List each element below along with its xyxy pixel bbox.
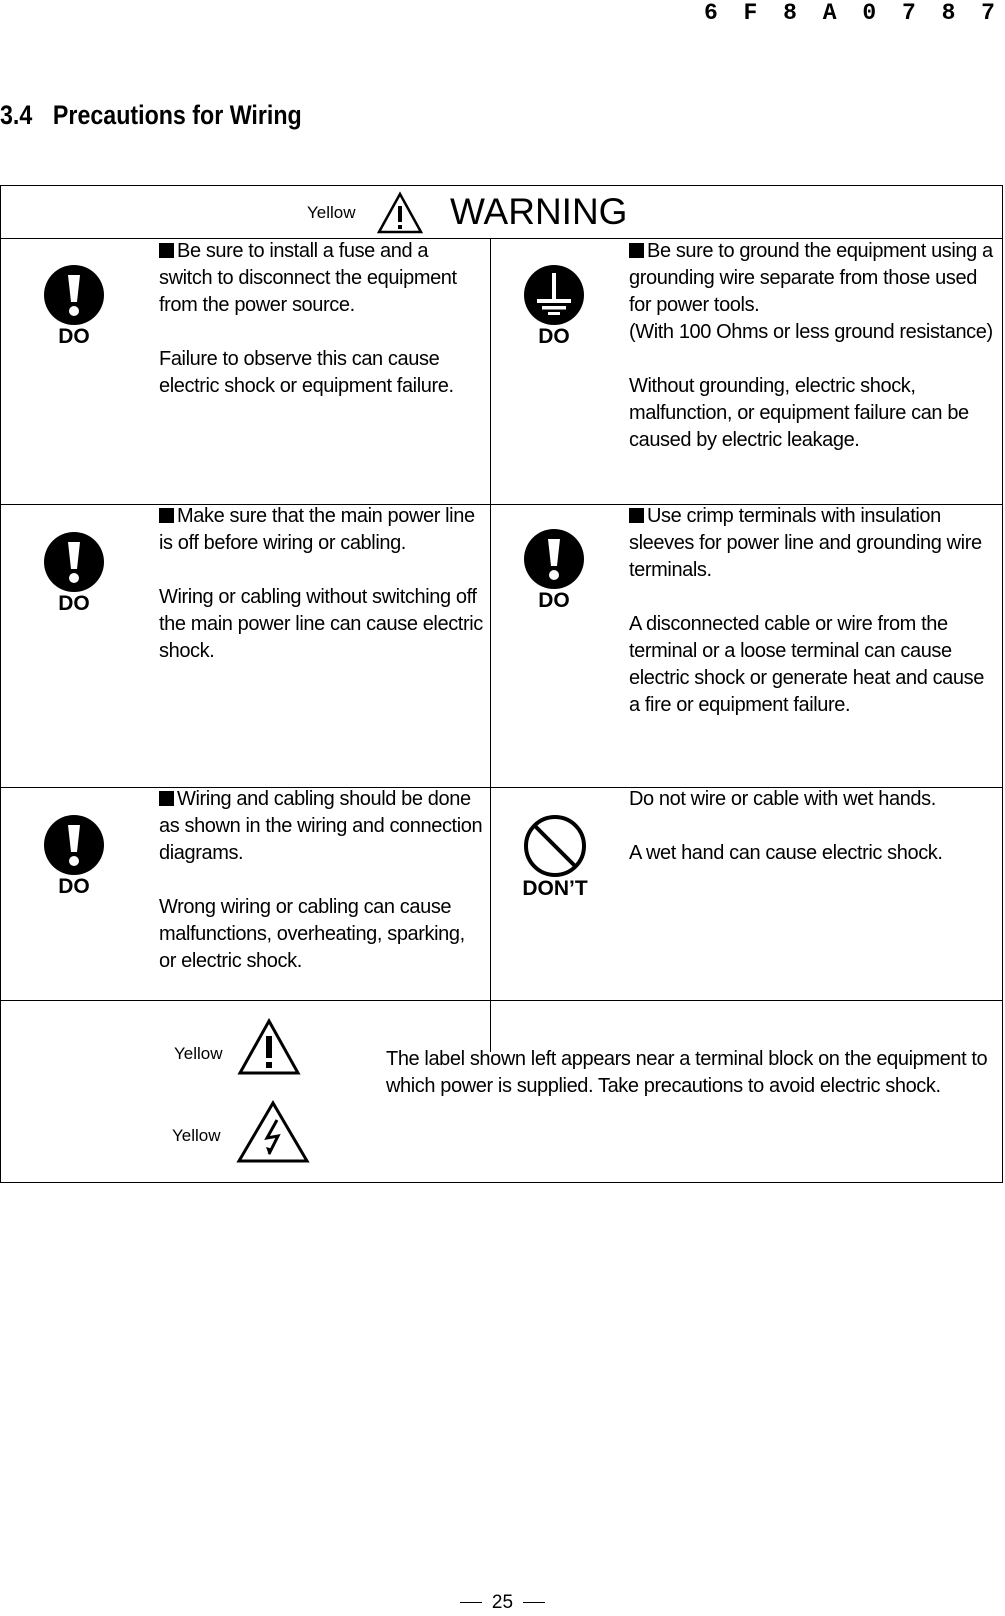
electric-shock-icon	[236, 1100, 310, 1164]
do-label: DO	[58, 592, 90, 615]
section-heading: Precautions for Wiring	[52, 100, 302, 130]
cell-body: A disconnected cable or wire from the terminal or a loose terminal can cause electric shock or generate heat and cause a fire or equipment failure.	[629, 613, 984, 716]
cell-text	[629, 503, 999, 746]
cell-text	[629, 238, 999, 481]
cell-body: Without grounding, electric shock, malfunction, or equipment failure can be caused by electric leakage.	[629, 375, 969, 451]
do-icon-group	[522, 528, 586, 613]
cell-text	[159, 503, 484, 692]
dont-label: DON’T	[522, 877, 588, 900]
cell-text	[159, 238, 484, 427]
footer-color-label-1: Yellow	[174, 1044, 223, 1063]
bullet-square-icon	[159, 508, 174, 523]
caution-triangle-icon	[237, 1018, 301, 1076]
do-label: DO	[538, 589, 570, 612]
warning-heading: WARNING	[450, 191, 628, 232]
bullet-square-icon	[629, 508, 644, 523]
cell-title: Be sure to install a fuse and a switch to disconnect the equipment from the power source.	[159, 240, 457, 316]
warning-header	[1, 186, 1002, 239]
section-title	[0, 100, 302, 131]
cell-title: Make sure that the main power line is off before wiring or cabling.	[159, 505, 475, 554]
footer-text: The label shown left appears near a terminal block on the equipment to which power is supplied. Take precautions to avoid electric shock.	[386, 1048, 988, 1097]
page-number-value: 25	[491, 1592, 514, 1613]
do-label: DO	[58, 875, 90, 898]
bullet-square-icon	[159, 791, 174, 806]
do-icon-group	[42, 531, 106, 616]
section-number: 3.4	[0, 100, 33, 130]
dont-icon-group	[515, 814, 595, 901]
cell-title: Wiring and cabling should be done as shown in the wiring and connection diagrams.	[159, 788, 483, 864]
row-divider	[1, 1000, 1002, 1001]
do-icon-group	[42, 814, 106, 899]
cell-title: Use crimp terminals with insulation sleeves for power line and grounding wire terminals.	[629, 505, 982, 581]
cell-body: Wiring or cabling without switching off the main power line can cause electric shock.	[159, 586, 483, 662]
warning-triangle-icon	[376, 191, 424, 235]
cell-text	[159, 786, 484, 1002]
ground-icon	[523, 264, 585, 326]
do-label: DO	[58, 325, 90, 348]
warning-color-label: Yellow	[307, 203, 356, 222]
bullet-square-icon	[629, 243, 644, 258]
exclamation-icon	[43, 531, 105, 593]
cell-title: Do not wire or cable with wet hands.	[629, 788, 936, 810]
exclamation-icon	[523, 528, 585, 590]
cell-title: Be sure to ground the equipment using a grounding wire separate from those used for power tools.	[629, 240, 993, 316]
page-number	[0, 1592, 1005, 1614]
do-icon-group	[42, 264, 106, 349]
prohibition-icon	[523, 814, 587, 878]
footer-color-label-2: Yellow	[172, 1126, 221, 1145]
document-id: 6 F 8 A 0 7 8 7	[703, 0, 1001, 26]
cell-body: Failure to observe this can cause electric shock or equipment failure.	[159, 348, 454, 397]
exclamation-icon	[43, 814, 105, 876]
column-divider	[490, 238, 491, 1052]
cell-body: Wrong wiring or cabling can cause malfunctions, overheating, sparking, or electric shock.	[159, 896, 465, 972]
cell-text	[629, 786, 999, 894]
cell-note: (With 100 Ohms or less ground resistance)	[629, 321, 993, 343]
do-icon-group	[522, 264, 586, 349]
do-label: DO	[538, 325, 570, 348]
warning-box	[0, 185, 1003, 1183]
bullet-square-icon	[159, 243, 174, 258]
exclamation-icon	[43, 264, 105, 326]
cell-body: A wet hand can cause electric shock.	[629, 842, 943, 864]
